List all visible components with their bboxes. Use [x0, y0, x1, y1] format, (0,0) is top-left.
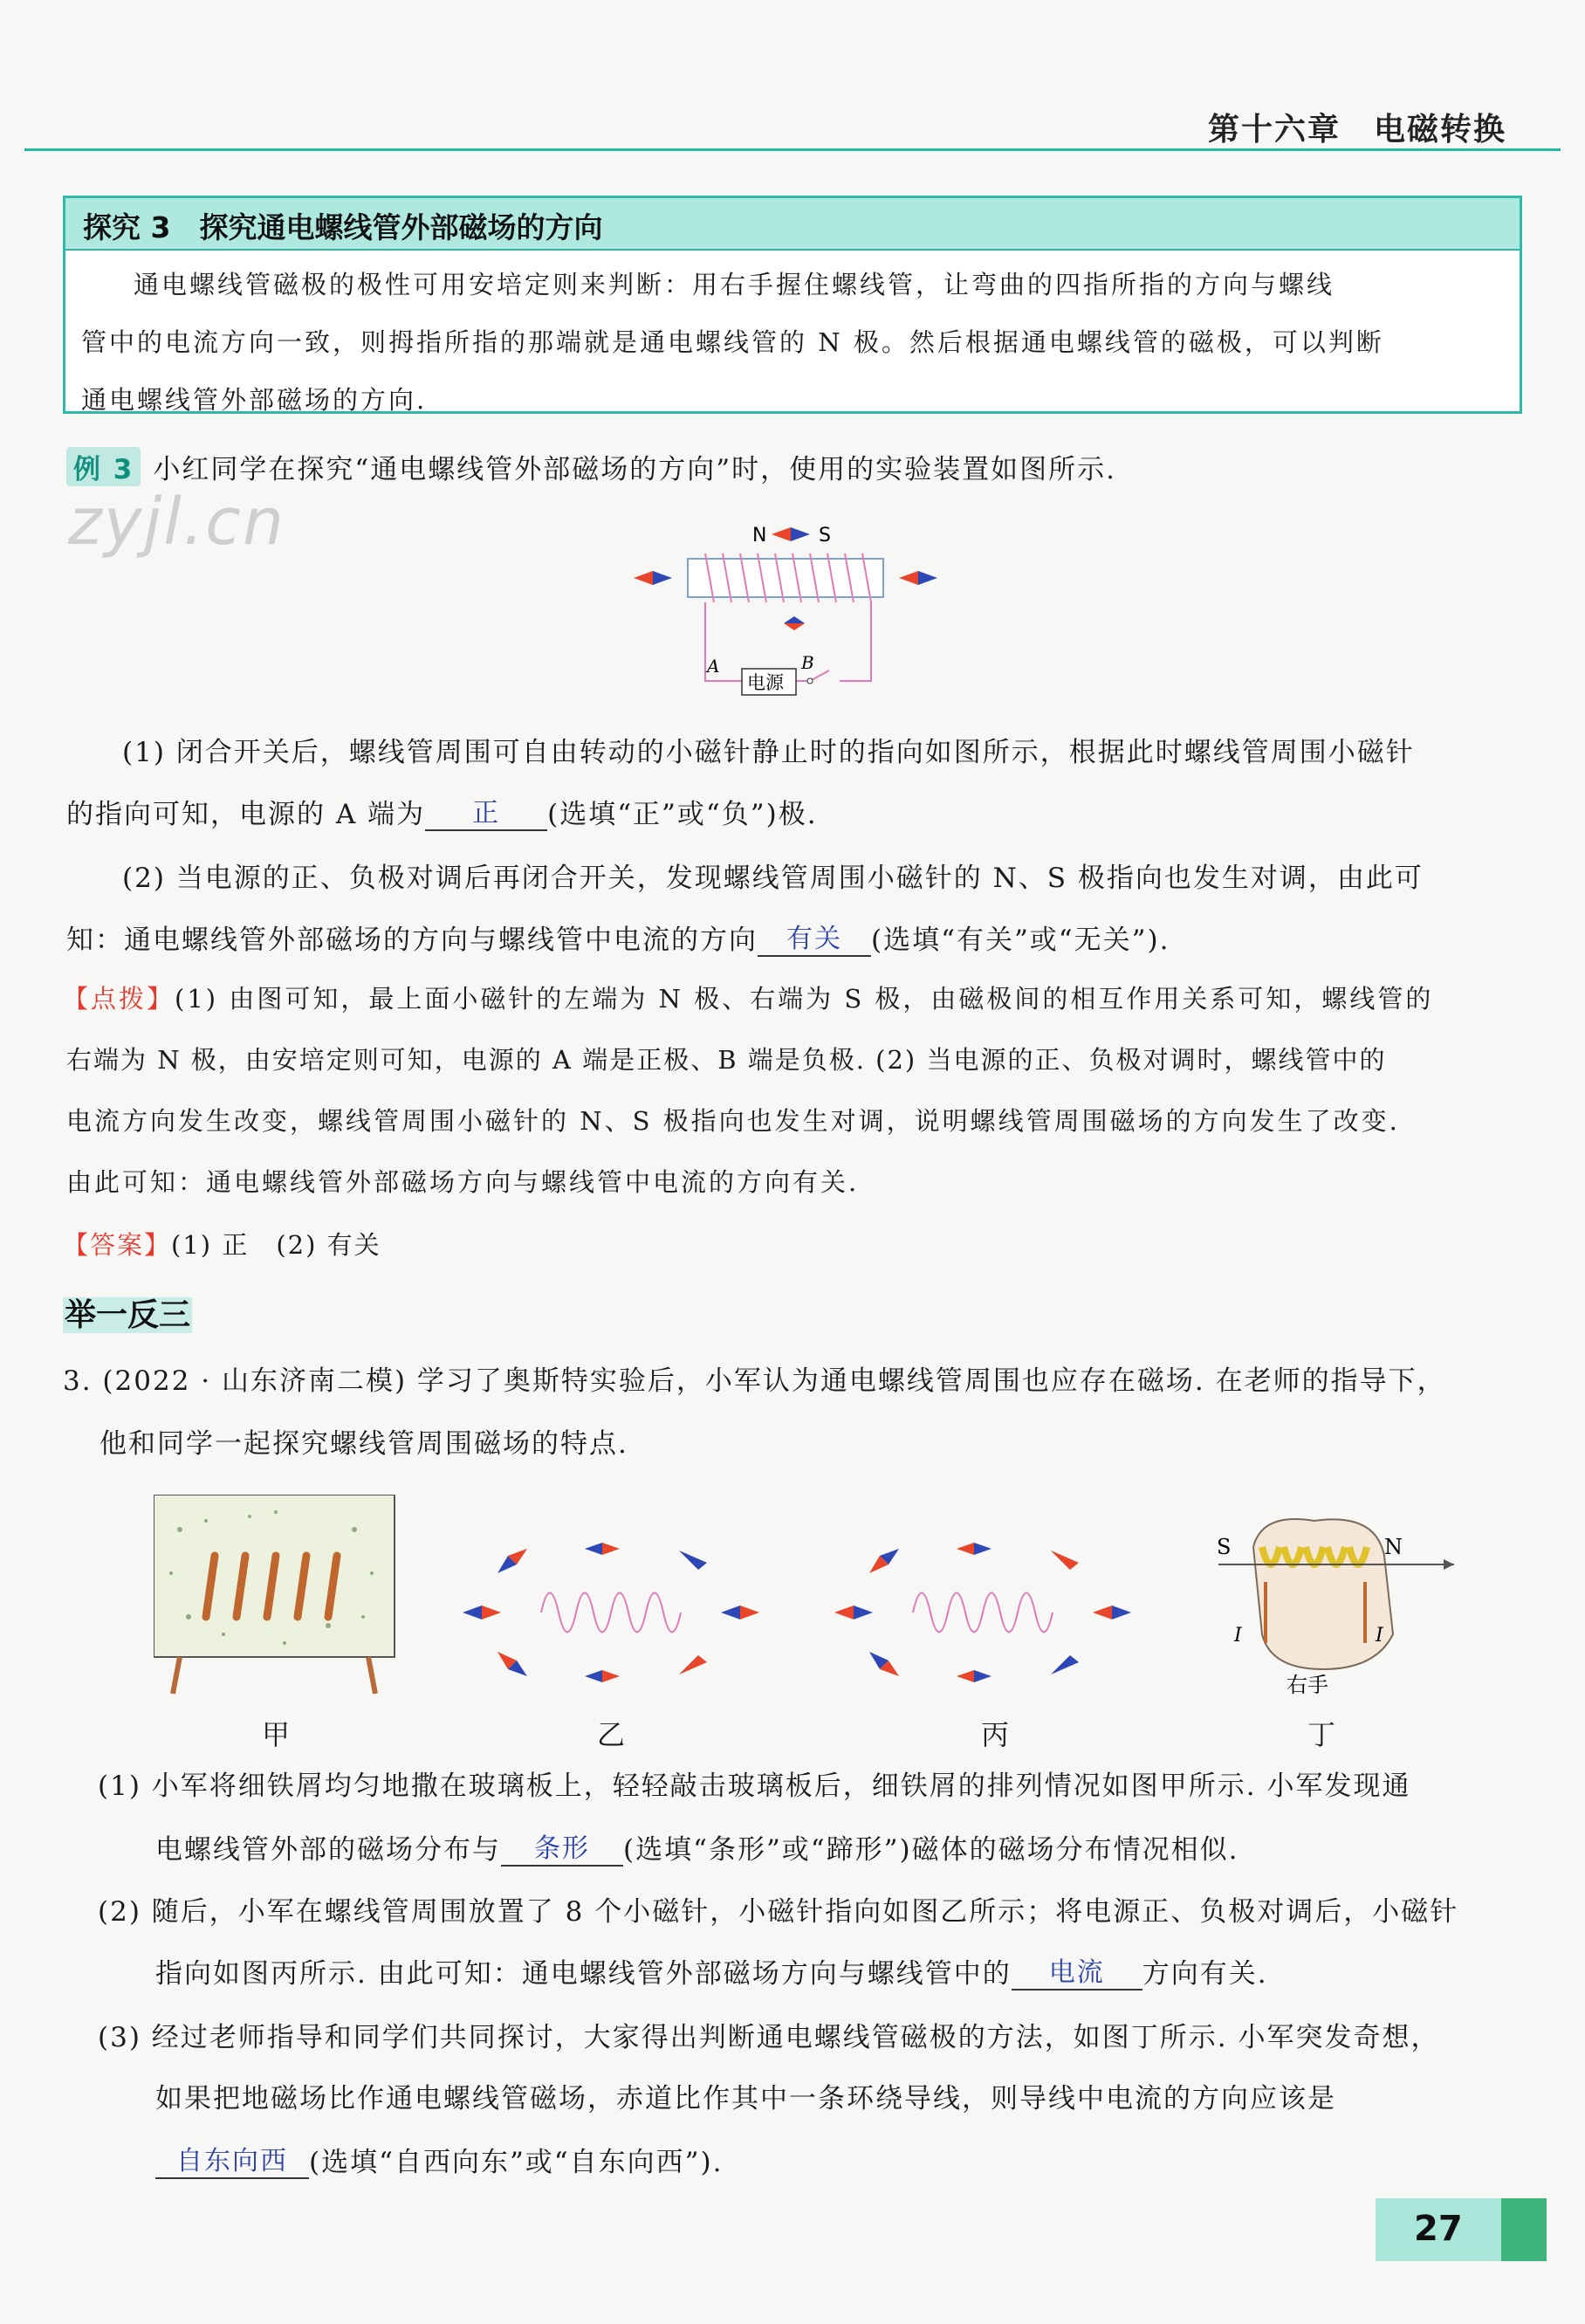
power-supply-label: 电源 — [747, 672, 784, 693]
figure-label-jia: 甲 — [261, 1718, 290, 1751]
p3-q3-line-3 — [155, 2139, 723, 2179]
p3-q2-line-1: (2) 随后，小军在螺线管周围放置了 8 个小磁针，小磁针指向如图乙所示；将电源正、负极对调后，小磁针 — [98, 1896, 1459, 1928]
ex-q1-suffix: (选填“正”或“负”)极. — [547, 799, 818, 830]
answer-line — [63, 1226, 381, 1262]
ex-q1-answer-blank: 正 — [425, 791, 547, 831]
ex-q2-prefix: 知：通电螺线管外部磁场的方向与螺线管中电流的方向 — [66, 925, 758, 956]
explore-box-title: 探究 3 探究通电螺线管外部磁场的方向 — [83, 210, 603, 244]
p3-stem-line-1: 3. (2022 · 山东济南二模) 学习了奥斯特实验后，小军认为通电螺线管周围也应存在磁场. 在老师的指导下， — [63, 1365, 1446, 1397]
ding-current-right: I — [1376, 1625, 1383, 1647]
ding-hand-label: 右手 — [1287, 1673, 1328, 1697]
answer-text: (1) 正 (2) 有关 — [171, 1230, 381, 1260]
hint-line-1 — [63, 980, 1433, 1015]
example-tag: 例 3 — [66, 447, 141, 486]
p3-q1-answer-blank: 条形 — [501, 1826, 623, 1867]
left-compass-needle — [634, 571, 672, 585]
figure-ding-right-hand-rule — [1201, 1495, 1463, 1704]
hint-line-2: 右端为 N 极，由安培定则可知，电源的 A 端是正极、B 端是负极. (2) 当电源的正、负极对调时，螺线管中的 — [66, 1045, 1387, 1075]
terminal-a-label: A — [707, 656, 720, 677]
ding-n-label: N — [1384, 1535, 1403, 1559]
p3-q1-prefix: 电螺线管外部的磁场分布与 — [155, 1834, 501, 1866]
page-number-bar — [1501, 2198, 1547, 2261]
ex-q2-suffix: (选填“有关”或“无关”). — [871, 925, 1170, 956]
example-stem — [66, 447, 1116, 486]
ex-q1-line-2 — [66, 791, 818, 831]
explore-box-body — [81, 256, 1504, 429]
page-number: 27 — [1414, 2209, 1463, 2249]
figure-label-bing: 丙 — [980, 1718, 1009, 1751]
ex-q2-line-2 — [66, 917, 1170, 957]
p3-q1-suffix: (选填“条形”或“蹄形”)磁体的磁场分布情况相似. — [623, 1834, 1239, 1866]
solenoid-circuit-figure — [611, 515, 960, 707]
figure-label-yi: 乙 — [596, 1718, 625, 1751]
ex-q1-prefix: 的指向可知，电源的 A 端为 — [66, 799, 426, 830]
figure-jia-iron-filings — [154, 1495, 398, 1695]
p3-q1-line-2 — [155, 1826, 1238, 1867]
axis-arrow-head — [1444, 1559, 1454, 1570]
coil-bing — [913, 1593, 1053, 1633]
p3-q3-suffix: (选填“自西向东”或“自东向西”). — [309, 2147, 724, 2178]
explore-line-2: 管中的电流方向一致，则拇指所指的那端就是通电螺线管的 N 极。然后根据通电螺线管的磁极，可以判断 — [81, 327, 1384, 357]
ex-q1-line-1: (1) 闭合开关后，螺线管周围可自由转动的小磁针静止时的指向如图所示，根据此时螺线管周围小磁针 — [122, 737, 1415, 768]
top-compass-needle — [772, 527, 810, 541]
p3-q3-line-2: 如果把地磁场比作通电螺线管磁场，赤道比作其中一条环绕导线，则导线中电流的方向应该是 — [155, 2083, 1336, 2114]
example-stem-text: 小红同学在探究“通电螺线管外部磁场的方向”时，使用的实验装置如图所示. — [153, 454, 1116, 485]
p3-q2-line-2 — [155, 1950, 1268, 1991]
page-number-box — [1376, 2198, 1501, 2261]
hint-tag: 【点拨】 — [63, 984, 175, 1014]
ex-q2-line-1: (2) 当电源的正、负极对调后再闭合开关，发现螺线管周围小磁针的 N、S 极指向也发生对调，由此可 — [122, 863, 1424, 894]
p3-q2-answer-blank: 电流 — [1012, 1950, 1142, 1991]
ex-q2-answer-blank: 有关 — [758, 917, 871, 957]
p3-q3-answer-blank: 自东向西 — [155, 2139, 309, 2179]
bottom-compass-needle — [784, 616, 805, 630]
solenoid-core — [688, 559, 883, 597]
coil-yi — [541, 1593, 681, 1633]
explore-line-3: 通电螺线管外部磁场的方向. — [81, 385, 428, 415]
hint-line-3: 电流方向发生改变，螺线管周围小磁针的 N、S 极指向也发生对调，说明螺线管周围磁场的方向发生了改变. — [66, 1106, 1400, 1136]
hint-text-1: (1) 由图可知，最上面小磁针的左端为 N 极、右端为 S 极，由磁极间的相互作用关系可知，螺线管的 — [175, 984, 1434, 1014]
p3-q2-prefix: 指向如图丙所示. 由此可知：通电螺线管外部磁场方向与螺线管中的 — [155, 1958, 1012, 1990]
p3-q2-suffix: 方向有关. — [1142, 1958, 1268, 1990]
terminal-b-label: B — [801, 652, 814, 673]
hint-line-4: 由此可知：通电螺线管外部磁场方向与螺线管中电流的方向有关. — [66, 1167, 860, 1197]
chapter-title: 第十六章 电磁转换 — [1207, 112, 1506, 148]
ding-s-label: S — [1217, 1535, 1232, 1559]
explore-line-1: 通电螺线管磁极的极性可用安培定则来判断：用右手握住螺线管，让弯曲的四指所指的方向与螺线 — [134, 270, 1335, 299]
needle-n-label: N — [752, 525, 767, 547]
ding-current-left: I — [1234, 1625, 1242, 1647]
p3-stem-line-2: 他和同学一起探究螺线管周围磁场的特点. — [99, 1428, 628, 1460]
answer-tag: 【答案】 — [63, 1230, 172, 1260]
section-tag-text: 举一反三 — [65, 1297, 191, 1333]
switch-pivot — [807, 678, 813, 684]
explore-box — [63, 196, 1522, 414]
right-compass-needle — [899, 571, 937, 585]
explore-box-header — [65, 198, 1520, 251]
section-tag — [63, 1290, 192, 1335]
figure-label-ding: 丁 — [1307, 1718, 1335, 1751]
p3-q1-line-1: (1) 小军将细铁屑均匀地撒在玻璃板上，轻轻敲击玻璃板后，细铁屑的排列情况如图甲所示. 小军发现通 — [98, 1771, 1411, 1802]
needle-s-label: S — [819, 525, 831, 547]
hand-shape — [1253, 1519, 1393, 1669]
p3-q3-line-1: (3) 经过老师指导和同学们共同探讨，大家得出判断通电螺线管磁极的方法，如图丁所示. 小军突发奇想， — [98, 2022, 1440, 2053]
watermark: zyjl.cn — [68, 485, 285, 560]
header-rule — [24, 148, 1561, 151]
figure-yi-compass-needles — [454, 1538, 768, 1687]
figure-bing-compass-needles — [826, 1538, 1140, 1687]
